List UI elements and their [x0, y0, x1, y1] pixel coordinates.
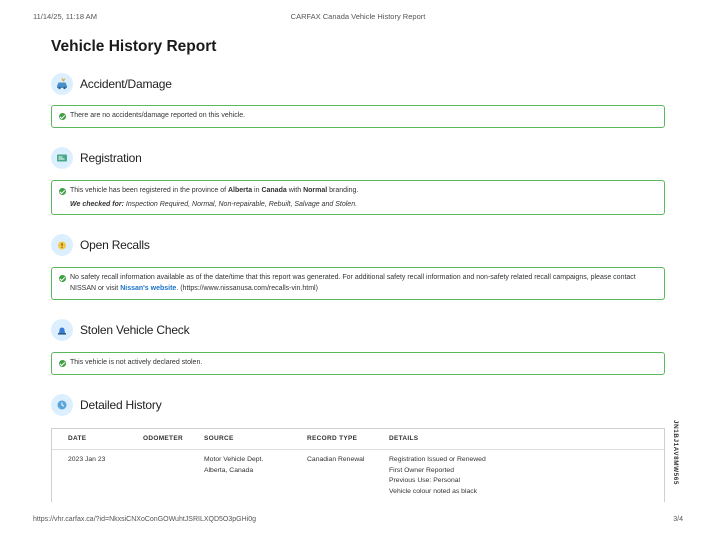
section-registration-header — [51, 146, 142, 170]
check-circle-icon — [59, 360, 66, 367]
recalls-status-box — [51, 267, 665, 300]
registration-status-box — [51, 180, 665, 215]
side-vin-text: JN1BJ1AV8MW565 — [672, 420, 679, 485]
row-details: Registration Issued or Renewed First Owner Reported Previous Use: Personal Vehicle colour noted as black — [389, 456, 486, 495]
registration-card-icon — [51, 147, 73, 169]
checked-for-line — [59, 200, 656, 211]
checked-for-label: We checked for: — [70, 200, 124, 208]
print-footer — [33, 516, 683, 526]
registration-status-text: This vehicle has been registered in the province of Alberta in Canada with Normal branding. — [70, 187, 359, 194]
column-header-details: DETAILS — [389, 435, 419, 442]
history-clock-icon — [51, 394, 73, 416]
print-page-number: 3/4 — [673, 516, 683, 523]
section-title: Open Recalls — [80, 238, 150, 252]
section-stolen-header — [51, 318, 189, 342]
section-history-header — [51, 393, 162, 417]
column-header-date: DATE — [68, 435, 87, 442]
section-title: Stolen Vehicle Check — [80, 323, 190, 337]
row-date: 2023 Jan 23 — [68, 456, 106, 463]
section-title: Detailed History — [80, 398, 162, 412]
print-header — [33, 12, 683, 22]
column-header-source: SOURCE — [204, 435, 234, 442]
history-table — [51, 428, 665, 502]
row-source: Motor Vehicle Dept. Alberta, Canada — [204, 456, 264, 474]
car-crash-icon — [51, 73, 73, 95]
stolen-status-text: This vehicle is not actively declared stolen. — [70, 359, 203, 366]
print-url: https://vhr.carfax.ca/?id=NkxsiCNXoConGOWuhtJSRILXQD5O3pGHi0g — [33, 516, 256, 523]
registration-province: Alberta — [227, 187, 253, 194]
recalls-status-text: No safety recall information available as of the date/time that this report was generated. For additional safety recall information and non-safety related recall campaigns, please contact NISSAN or visit Nissan's website. (https://www.nissanusa.com/recalls-vin.html) — [70, 274, 636, 292]
section-title: Registration — [80, 151, 142, 165]
accident-status-box — [51, 105, 665, 128]
column-header-record-type: RECORD TYPE — [307, 435, 358, 442]
section-accident-header — [51, 72, 172, 96]
accident-status-text: There are no accidents/damage reported on this vehicle. — [70, 112, 246, 119]
check-circle-icon — [59, 275, 66, 282]
section-recalls-header — [51, 233, 150, 257]
print-title: CARFAX Canada Vehicle History Report — [290, 12, 426, 21]
table-divider — [52, 449, 664, 450]
check-circle-icon — [59, 113, 66, 120]
column-header-odometer: ODOMETER — [143, 435, 183, 442]
checked-for-list: Inspection Required, Normal, Non-repairable, Rebuilt, Salvage and Stolen. — [123, 200, 358, 208]
recall-alert-icon — [51, 234, 73, 256]
nissan-website-link[interactable]: Nissan's website — [120, 284, 177, 292]
row-record-type: Canadian Renewal — [307, 456, 365, 463]
section-title: Accident/Damage — [80, 77, 172, 91]
registration-branding: Normal — [303, 187, 328, 194]
check-circle-icon — [59, 188, 66, 195]
police-light-icon — [51, 319, 73, 341]
stolen-status-box — [51, 352, 665, 375]
print-date: 11/14/25, 11:18 AM — [33, 12, 97, 21]
registration-country: Canada — [261, 187, 287, 194]
report-title: Vehicle History Report — [51, 38, 217, 55]
